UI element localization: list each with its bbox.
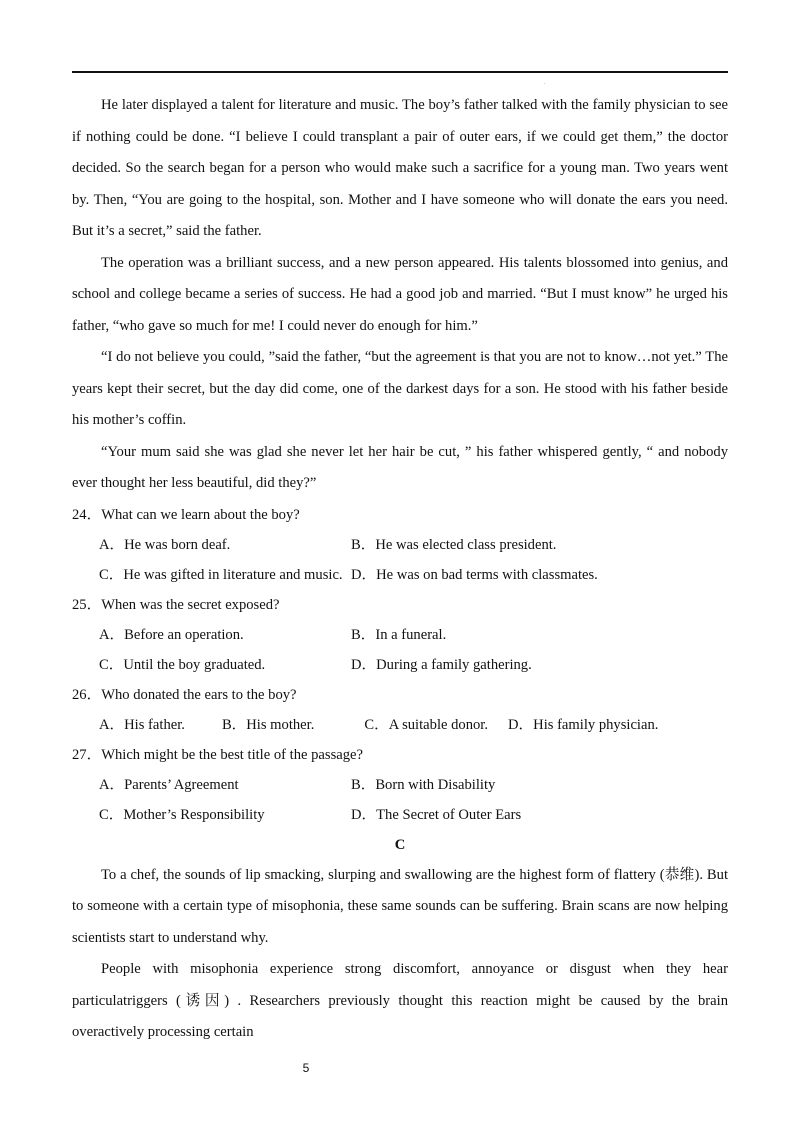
option-c: C．Until the boy graduated.: [99, 656, 266, 673]
option-list: [72, 530, 728, 590]
option-b: B．His mother.: [221, 716, 315, 733]
option-b: B．Born with Disability: [351, 776, 496, 793]
option-b: B．He was elected class president.: [351, 536, 557, 553]
question-number: 24．: [72, 506, 102, 523]
question-stem: [72, 740, 728, 770]
option-list: [72, 620, 728, 680]
question-text: Which might be the best title of the passage?: [101, 746, 363, 763]
header-rule: [72, 71, 728, 73]
question-text: When was the secret exposed?: [101, 596, 280, 613]
question-number: 25．: [72, 596, 102, 613]
page-number: 5: [302, 1061, 310, 1075]
option-a: A．Before an operation.: [99, 626, 244, 643]
option-a: A．He was born deaf.: [99, 536, 231, 553]
option-c: C．Mother’s Responsibility: [99, 806, 265, 823]
option-list: [72, 770, 728, 830]
page-content: [72, 90, 728, 1049]
option-list: [72, 710, 728, 740]
question-26: [72, 680, 728, 740]
question-27: [72, 740, 728, 830]
paragraph: To a chef, the sounds of lip smacking, slurping and swallowing are the highest form of flattery (恭维). But to someone with a certain type of misophonia, these same sounds can be suffering. Brain scans are now helping scientists start to understand why.: [72, 866, 728, 946]
question-stem: [72, 680, 728, 710]
question-text: What can we learn about the boy?: [101, 506, 300, 523]
option-b: B．In a funeral.: [351, 626, 447, 643]
paragraph: “Your mum said she was glad she never let her hair be cut, ” his father whispered gently, “ and nobody ever thought her less beautiful, did they?”: [72, 443, 728, 491]
paragraph: The operation was a brilliant success, and a new person appeared. His talents blossomed into genius, and school and college became a series of success. He had a good job and married. “But I must know” he urged his father, “who gave so much for me! I could never do enough for him.”: [72, 254, 728, 334]
option-a: A．Parents’ Agreement: [99, 776, 239, 793]
section-heading: C: [394, 836, 406, 853]
question-stem: [72, 590, 728, 620]
option-c: C．A suitable donor.: [364, 716, 489, 733]
question-stem: [72, 500, 728, 530]
option-a: A．His father.: [99, 716, 185, 733]
option-d: D．His family physician.: [508, 716, 659, 733]
stray-dot: .: [544, 80, 546, 86]
paragraph: People with misophonia experience strong discomfort, annoyance or disgust when they hear particulatriggers (诱因) . Researchers previously thought this reaction might be caused by the brain overactively processing certain: [72, 961, 728, 1040]
option-c: C．He was gifted in literature and music.: [99, 566, 343, 583]
question-text: Who donated the ears to the boy?: [101, 686, 297, 703]
question-24: [72, 500, 728, 590]
paragraph: “I do not believe you could, ”said the father, “but the agreement is that you are not to know…not yet.” The years kept their secret, but the day did come, one of the darkest days for a son. He stood with his father beside his mother’s coffin.: [72, 349, 728, 428]
question-number: 27．: [72, 746, 102, 763]
question-25: [72, 590, 728, 680]
question-number: 26．: [72, 686, 102, 703]
option-d: D．During a family gathering.: [351, 656, 532, 673]
option-d: D．He was on bad terms with classmates.: [351, 566, 598, 583]
option-d: D．The Secret of Outer Ears: [351, 806, 522, 823]
paragraph: He later displayed a talent for literature and music. The boy’s father talked with the family physician to see if nothing could be done. “I believe I could transplant a pair of outer ears, if we could get them,” the doctor decided. So the search began for a person who would make such a sacrifice for a young man. Two years went by. Then, “You are going to the hospital, son. Mother and I have someone who will donate the ears you need. But it’s a secret,” said the father.: [72, 97, 728, 239]
